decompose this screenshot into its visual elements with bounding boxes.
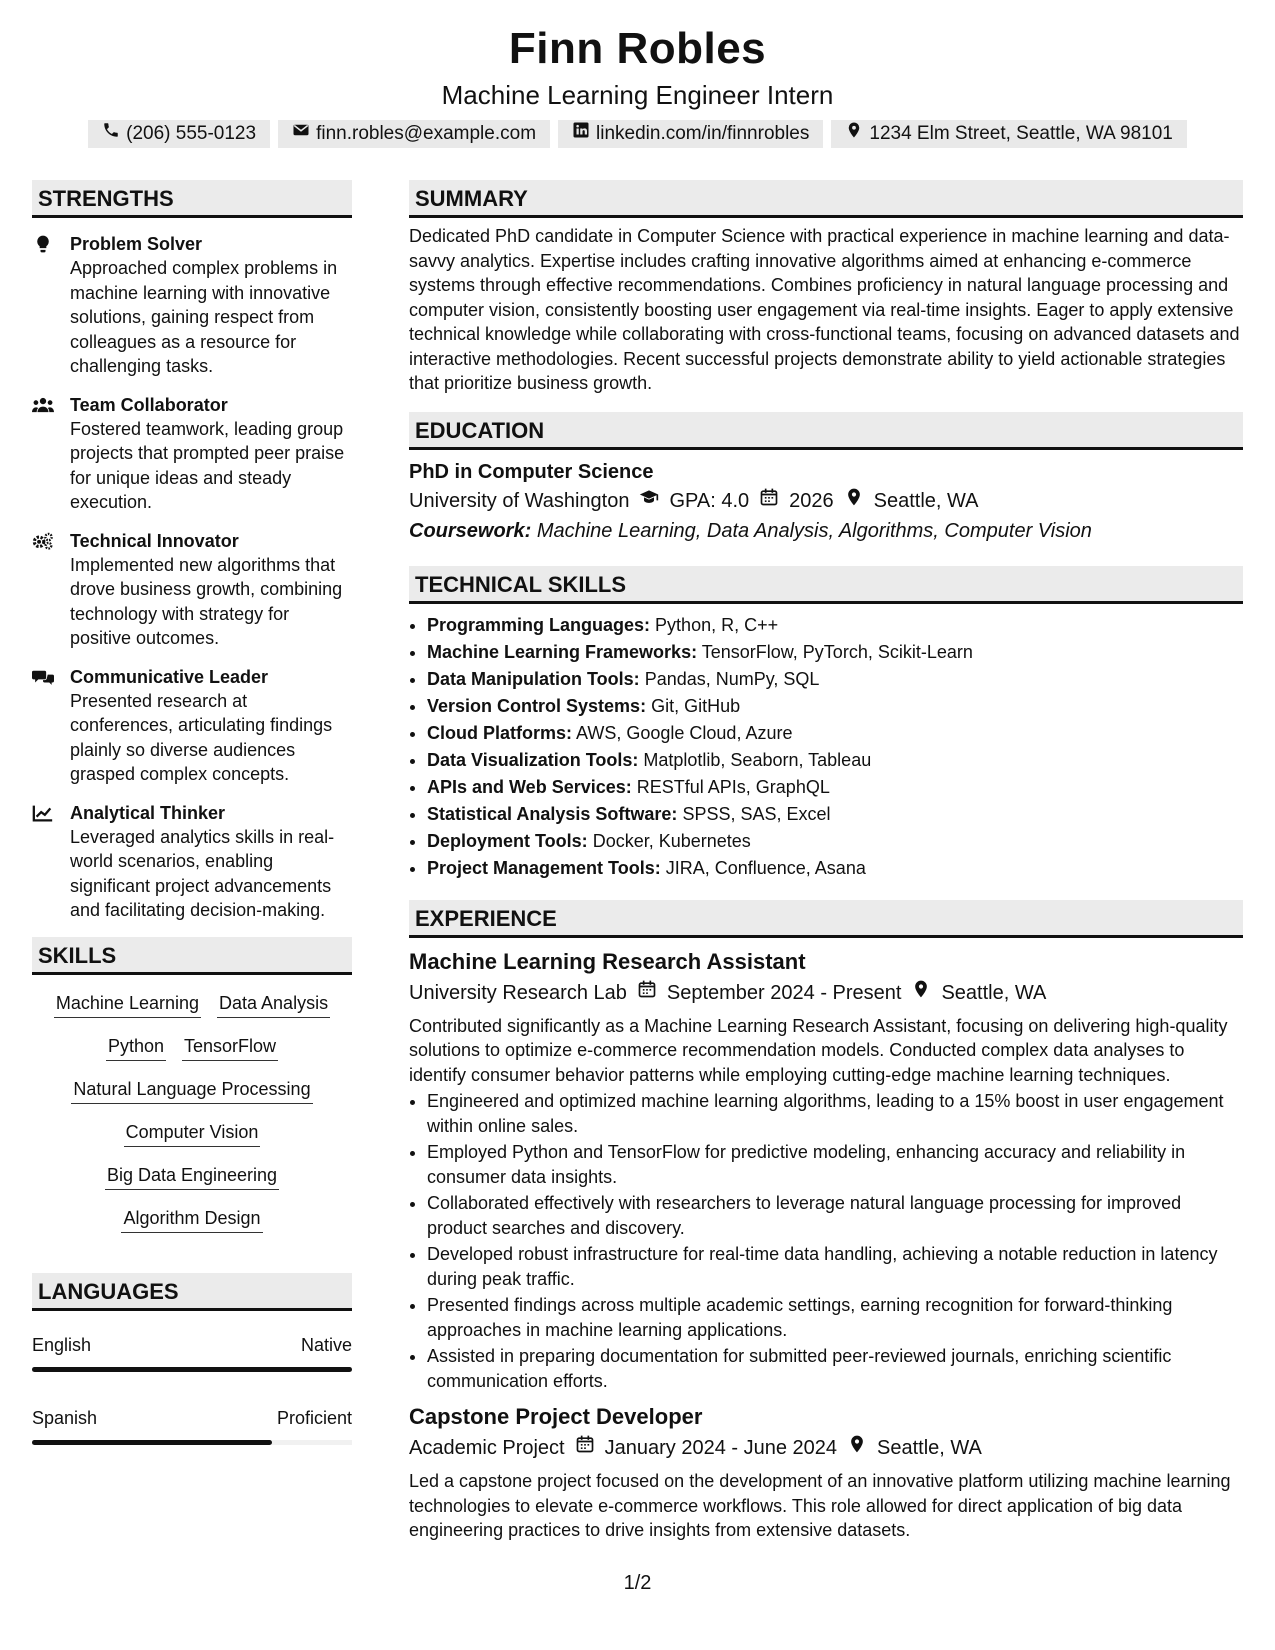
job-meta (409, 978, 1243, 1008)
technical-skills-list (409, 612, 1243, 882)
map-pin-icon (911, 978, 931, 1008)
job-meta (409, 1433, 1243, 1463)
list-item (427, 828, 1243, 855)
language-level: Proficient (276, 1407, 352, 1428)
phone-icon (102, 120, 120, 148)
skill-value: SPSS, SAS, Excel (682, 803, 831, 824)
language-bar-fill (32, 1440, 272, 1445)
job-bullets (409, 1089, 1243, 1393)
language-name: Spanish (32, 1407, 98, 1428)
languages-list (32, 1333, 352, 1445)
strength-item (32, 801, 352, 923)
skill-value: JIRA, Confluence, Asana (665, 857, 866, 878)
job-title: Capstone Project Developer (409, 1404, 703, 1429)
education-entry (409, 458, 1243, 546)
school: University of Washington (409, 489, 630, 512)
skill-value: Docker, Kubernetes (592, 830, 751, 851)
education-location: Seattle, WA (873, 489, 979, 512)
envelope-icon (292, 120, 310, 148)
skill-label: Machine Learning Frameworks: (427, 641, 698, 662)
list-item: • Employed Python and TensorFlow for predictive modeling, enhancing accuracy and reliability in consumer data insights. (427, 1140, 1243, 1189)
list-item (427, 774, 1243, 801)
strength-desc: Implemented new algorithms that drove business growth, combining technology with strategy for positive outcomes. (70, 554, 343, 648)
strengths-list (32, 232, 352, 923)
job-description: Led a capstone project focused on the development of an innovative platform utilizing machine learning technologies to elevate e-commerce workflows. This role allowed for direct application of big data engineering practices to drive insights from extensive datasets. (409, 1471, 1231, 1540)
skill-tag: Big Data Engineering (105, 1161, 279, 1190)
right-column (409, 180, 1243, 1543)
skill-label: Project Management Tools: (427, 857, 661, 878)
job-org: Academic Project (409, 1437, 565, 1459)
skill-label: APIs and Web Services: (427, 776, 632, 797)
list-item (427, 801, 1243, 828)
job-entry (409, 1401, 1243, 1543)
strength-item (32, 529, 352, 651)
contact-phone[interactable] (88, 120, 270, 148)
resume-header (0, 20, 1275, 148)
phone-text: (206) 555-0123 (126, 123, 257, 144)
graduation-year: 2026 (789, 489, 834, 512)
contact-linkedin[interactable] (558, 120, 823, 148)
strength-title: Problem Solver (70, 234, 203, 254)
coursework (409, 516, 1243, 546)
list-item: • Developed robust infrastructure for real-time data handling, achieving a notable reduction in latency during peak traffic. (427, 1242, 1243, 1291)
contact-bar (0, 120, 1275, 148)
candidate-title: Machine Learning Engineer Intern (441, 80, 834, 110)
skill-tag: Natural Language Processing (71, 1075, 312, 1104)
language-level: Native (300, 1334, 352, 1355)
map-pin-icon (844, 486, 864, 516)
languages-heading: LANGUAGES (32, 1273, 352, 1311)
list-item (427, 639, 1243, 666)
skills-list (32, 989, 352, 1233)
skill-label: Data Manipulation Tools: (427, 668, 640, 689)
skill-value: Python, R, C++ (655, 614, 779, 635)
strength-title: Team Collaborator (70, 394, 228, 415)
skill-label: Version Control Systems: (427, 695, 647, 716)
strength-desc: Approached complex problems in machine learning with innovative solutions, gaining respect from colleagues as a resource for challenging tasks. (70, 258, 338, 376)
skill-tag: Algorithm Design (121, 1204, 262, 1233)
strength-item (32, 393, 352, 515)
page-number: 1/2 (623, 1572, 652, 1594)
email-text: finn.robles@example.com (316, 123, 537, 144)
summary-heading: SUMMARY (409, 180, 1243, 218)
skill-tag: Machine Learning (54, 989, 201, 1018)
skill-label: Data Visualization Tools: (427, 749, 639, 770)
skill-value: Matplotlib, Seaborn, Tableau (643, 749, 872, 770)
degree: PhD in Computer Science (409, 460, 654, 483)
strength-desc: Leveraged analytics skills in real-world scenarios, enabling significant project advancements and facilitating decision-making. (70, 826, 335, 920)
skill-value: RESTful APIs, GraphQL (636, 776, 830, 797)
gpa: GPA: 4.0 (669, 489, 750, 512)
strength-title: Analytical Thinker (70, 802, 226, 823)
map-pin-icon (845, 120, 863, 148)
list-item (427, 666, 1243, 693)
language-row (32, 1406, 352, 1430)
job-location: Seattle, WA (941, 981, 1047, 1004)
list-item (427, 855, 1243, 882)
strength-desc: Fostered teamwork, leading group projects that prompted peer praise for unique ideas and steady execution. (70, 418, 345, 512)
strength-desc: Presented research at conferences, articulating findings plainly so diverse audiences grasped complex concepts. (70, 690, 333, 784)
technical-skills-heading: TECHNICAL SKILLS (409, 566, 1243, 604)
candidate-name: Finn Robles (508, 24, 767, 73)
calendar-icon (759, 486, 779, 516)
users-icon (32, 393, 70, 515)
list-item (427, 612, 1243, 639)
skill-value: Pandas, NumPy, SQL (644, 668, 820, 689)
skill-value: TensorFlow, PyTorch, Scikit-Learn (701, 641, 973, 662)
education-heading: EDUCATION (409, 412, 1243, 450)
linkedin-icon (572, 120, 590, 148)
job-dates: January 2024 - June 2024 (604, 1437, 838, 1459)
strengths-heading: STRENGTHS (32, 180, 352, 218)
job-location: Seattle, WA (877, 1437, 982, 1459)
skill-label: Cloud Platforms: (427, 722, 573, 743)
job-entry (409, 946, 1243, 1394)
strength-item (32, 232, 352, 379)
comments-icon (32, 665, 70, 787)
list-item (427, 747, 1243, 774)
skill-tag: Python (106, 1032, 166, 1061)
skill-tag: TensorFlow (182, 1032, 278, 1061)
gears-icon (32, 529, 70, 651)
linkedin-text: linkedin.com/in/finnrobles (596, 123, 810, 144)
education-meta (409, 486, 1243, 516)
language-name: English (32, 1334, 92, 1355)
strength-item (32, 665, 352, 787)
language-bar (32, 1440, 352, 1445)
calendar-icon (575, 1433, 595, 1463)
job-dates: September 2024 - Present (666, 981, 902, 1004)
chart-line-icon (32, 801, 70, 923)
contact-address (831, 120, 1186, 148)
map-pin-icon (847, 1433, 867, 1463)
coursework-label: Coursework: (409, 519, 532, 542)
address-text: 1234 Elm Street, Seattle, WA 98101 (869, 123, 1173, 144)
job-org: University Research Lab (409, 981, 627, 1004)
strength-title: Communicative Leader (70, 666, 269, 687)
skill-tag: Data Analysis (217, 989, 330, 1018)
coursework-list: Machine Learning, Data Analysis, Algorithms, Computer Vision (536, 519, 1092, 542)
job-description: Contributed significantly as a Machine Learning Research Assistant, focusing on delivering high-quality solutions to optimize e-commerce recommendation models. Conducted complex data analyses to identify consumer behavior patterns while employing cutting-edge machine learning techniques. (409, 1015, 1228, 1085)
skills-heading: SKILLS (32, 937, 352, 975)
language-bar-fill (32, 1367, 352, 1372)
contact-email[interactable] (278, 120, 550, 148)
list-item (427, 720, 1243, 747)
skill-label: Deployment Tools: (427, 830, 588, 851)
lightbulb-icon (32, 232, 70, 379)
job-title: Machine Learning Research Assistant (409, 948, 806, 974)
skill-label: Programming Languages: (427, 614, 651, 635)
skill-tag: Computer Vision (124, 1118, 261, 1147)
list-item: • Presented findings across multiple academic settings, earning recognition for forward-thinking approaches in machine learning applications. (427, 1293, 1243, 1342)
language-row (32, 1333, 352, 1357)
graduation-cap-icon (639, 486, 659, 516)
list-item: • Engineered and optimized machine learning algorithms, leading to a 15% boost in user engagement within online sales. (427, 1089, 1243, 1138)
list-item: • Assisted in preparing documentation for submitted peer-reviewed journals, enriching scientific communication efforts. (427, 1344, 1243, 1393)
skill-label: Statistical Analysis Software: (427, 803, 678, 824)
summary-text: Dedicated PhD candidate in Computer Science with practical experience in machine learning and data-savvy analytics. Expertise includes crafting innovative algorithms aimed at enhancing e-commerce systems through effective recommendations. Combines proficiency in natural language processing and computer vision, consistently boosting user engagement via real-time insights. Eager to apply extensive technical knowledge while collaborating with cross-functional teams, focusing on advanced datasets and interactive methodologies. Recent successful projects demonstrate ability to yield actionable strategies that prioritize business growth. (409, 226, 1240, 393)
calendar-icon (637, 978, 657, 1008)
strength-title: Technical Innovator (70, 530, 239, 551)
experience-heading: EXPERIENCE (409, 900, 1243, 938)
skill-value: Git, GitHub (651, 695, 741, 716)
list-item: • Collaborated effectively with researchers to leverage natural language processing for improved product searches and discovery. (427, 1191, 1243, 1240)
language-bar (32, 1367, 352, 1372)
skill-value: AWS, Google Cloud, Azure (576, 722, 793, 743)
left-column (32, 180, 352, 1479)
list-item (427, 693, 1243, 720)
